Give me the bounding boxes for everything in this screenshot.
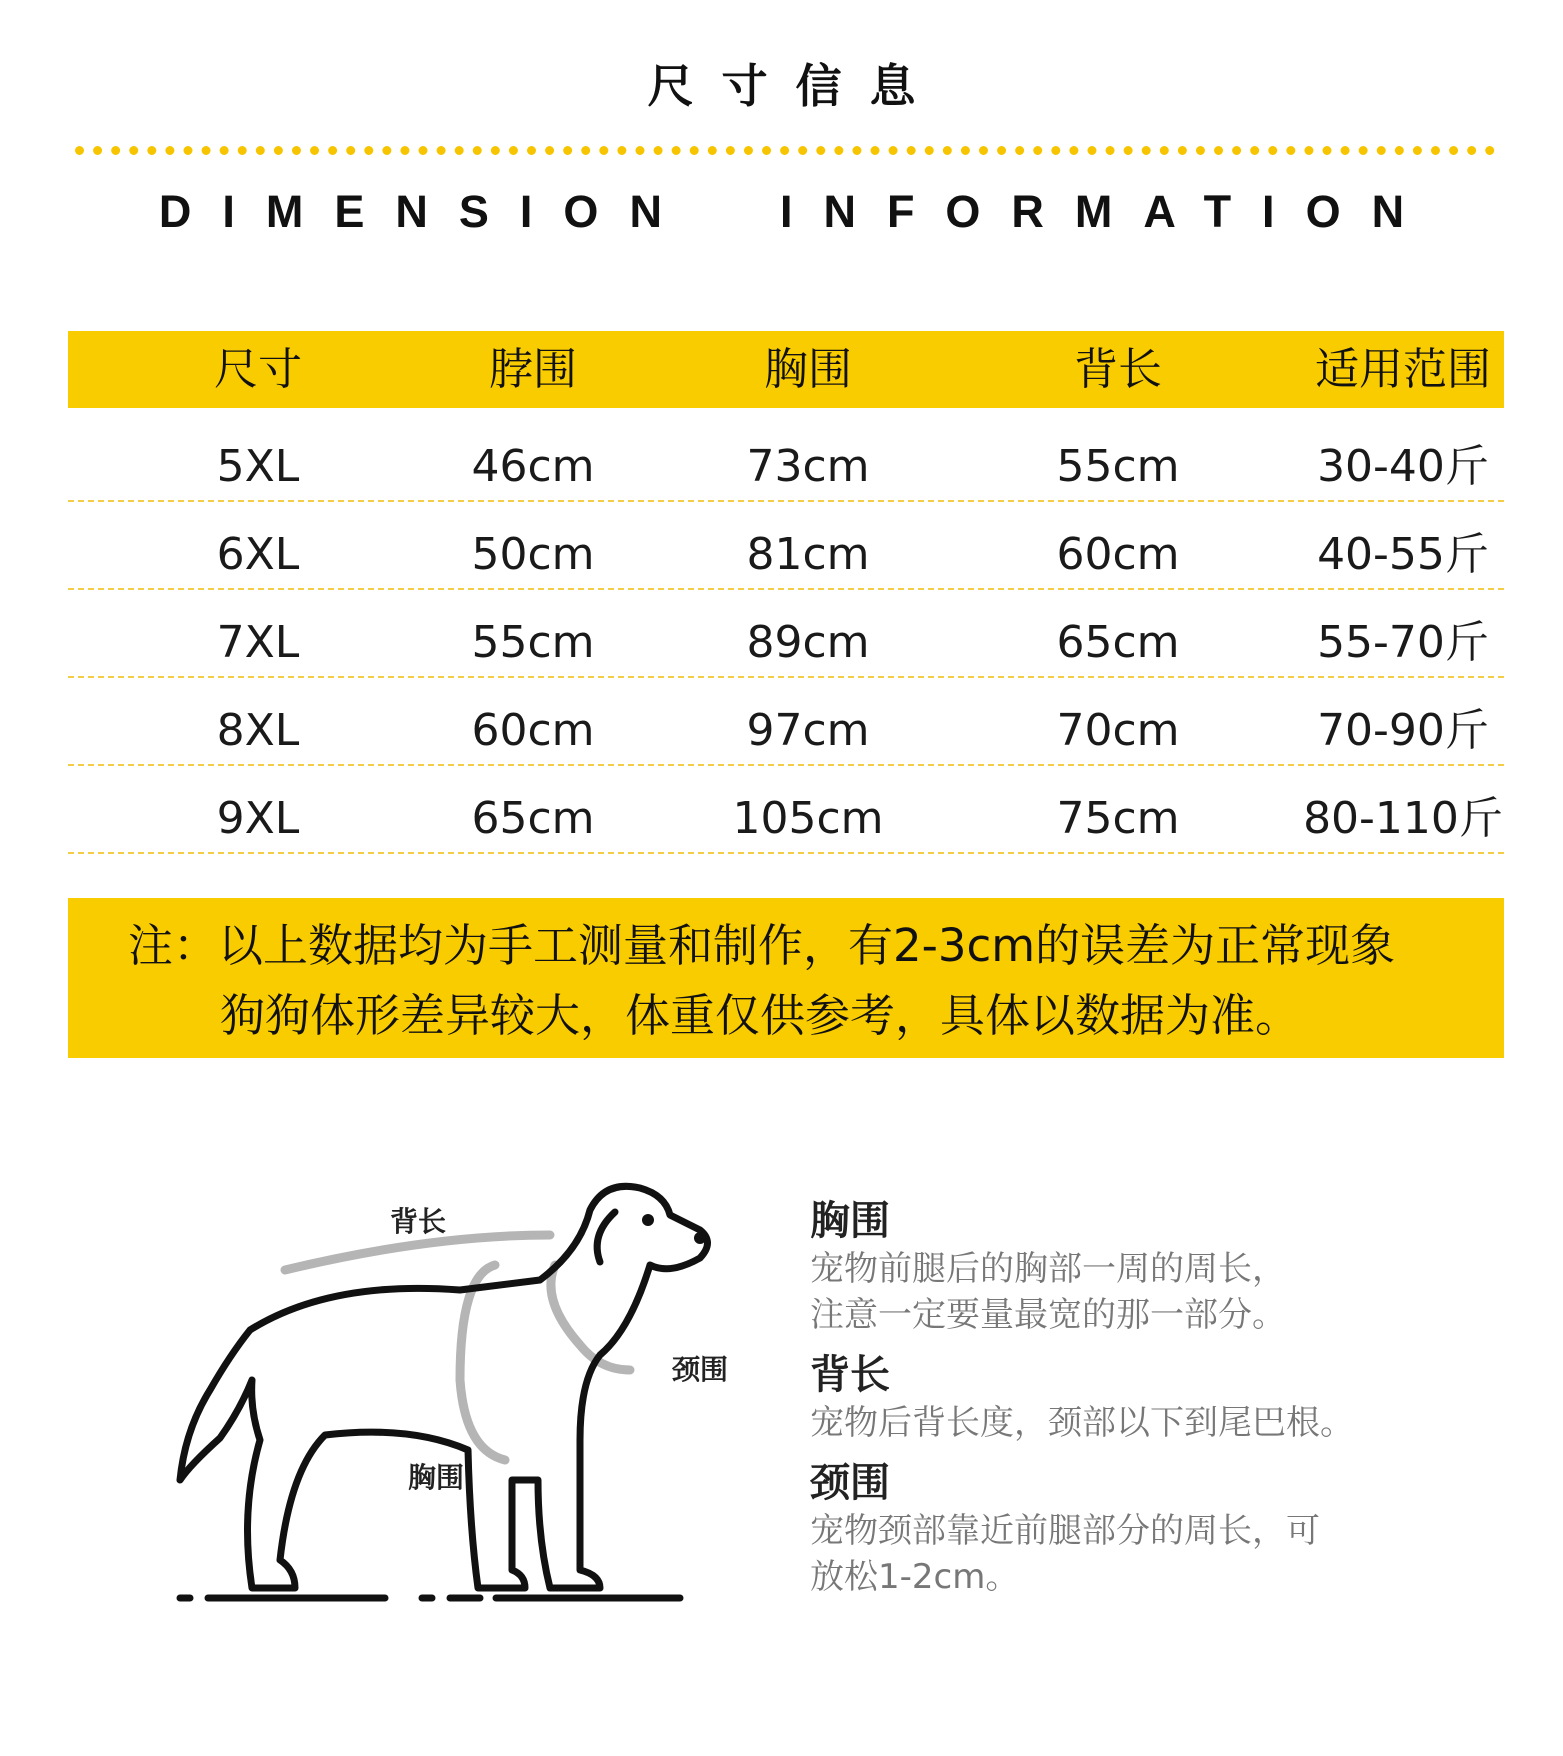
cell-neck: 55cm [471,617,595,668]
table-row [68,408,1504,502]
cell-neck: 46cm [471,441,595,492]
cell-chest: 89cm [746,617,870,668]
cell-back: 70cm [1056,705,1180,756]
cell-size: 9XL [216,793,300,844]
neck-label: 颈围 [672,1353,729,1386]
cell-neck: 65cm [471,793,595,844]
cell-chest: 97cm [746,705,870,756]
desc-title: 颈围 [810,1460,890,1506]
note-line-2: 狗狗体形差异较大，体重仅供参考，具体以数据为准。 [220,989,1301,1042]
desc-text: 宠物后背长度，颈部以下到尾巴根。 [810,1403,1354,1443]
desc-chest [810,1196,1530,1338]
cell-back: 60cm [1056,529,1180,580]
cell-size: 6XL [216,529,300,580]
dotted-divider [75,146,1495,155]
cell-range: 30-40斤 [1317,441,1489,492]
cell-back: 75cm [1056,793,1180,844]
table-row [68,766,1504,854]
desc-text: 宠物前腿后的胸部一周的周长， [810,1249,1286,1289]
cell-neck: 60cm [471,705,595,756]
desc-title: 背长 [810,1352,890,1398]
cell-neck: 50cm [471,529,595,580]
page-title-cn: 尺寸信息 [647,59,944,113]
desc-text: 放松1-2cm。 [810,1557,1020,1597]
dog-measurement-diagram [160,1180,800,1640]
measurement-descriptions [810,1196,1530,1612]
cell-range: 55-70斤 [1317,617,1489,668]
cell-range: 80-110斤 [1303,793,1503,844]
dog-outline-icon [160,1180,800,1640]
header-neck: 脖围 [489,344,577,395]
desc-text: 注意一定要量最宽的那一部分。 [810,1295,1286,1335]
table-row [68,502,1504,590]
desc-title: 胸围 [810,1198,890,1244]
desc-text: 宠物颈部靠近前腿部分的周长，可 [810,1511,1320,1551]
cell-back: 65cm [1056,617,1180,668]
header-back: 背长 [1074,344,1162,395]
header-chest: 胸围 [764,344,852,395]
note-box [68,898,1504,1058]
desc-back [810,1350,1530,1446]
table-row [68,590,1504,678]
size-table-body [68,408,1504,854]
header-range: 适用范围 [1315,344,1491,395]
cell-back: 55cm [1056,441,1180,492]
cell-chest: 105cm [732,793,884,844]
back-length-label: 背长 [390,1205,447,1238]
chest-label: 胸围 [408,1461,465,1494]
desc-neck [810,1458,1530,1600]
cell-size: 7XL [216,617,300,668]
size-table-header [68,331,1504,408]
note-line-1: 注：以上数据均为手工测量和制作，有2-3cm的误差为正常现象 [128,919,1396,972]
page-title-en: DIMENSION INFORMATION [158,186,1436,237]
cell-range: 40-55斤 [1317,529,1489,580]
cell-chest: 73cm [746,441,870,492]
cell-size: 8XL [216,705,300,756]
cell-chest: 81cm [746,529,870,580]
cell-range: 70-90斤 [1317,705,1489,756]
cell-size: 5XL [216,441,300,492]
header-size: 尺寸 [214,344,302,395]
table-row [68,678,1504,766]
